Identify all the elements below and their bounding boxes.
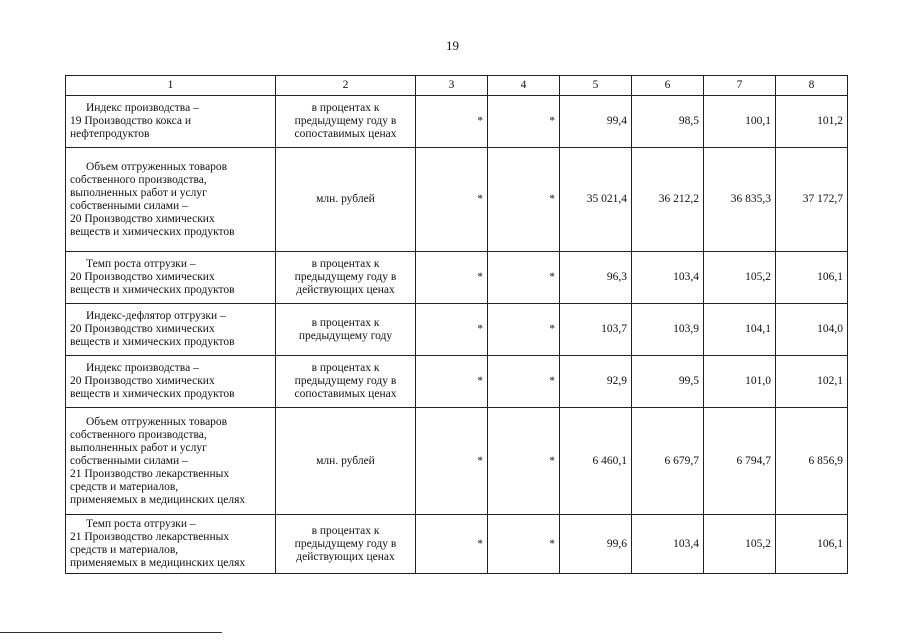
- indicator-name-line: веществ и химических продуктов: [70, 284, 235, 296]
- indicator-name-line: 20 Производство химических: [70, 375, 215, 387]
- table-row: [66, 515, 848, 574]
- unit-cell: [276, 515, 416, 574]
- unit-line: в процентах к: [311, 362, 380, 374]
- unit-line: в процентах к: [311, 258, 380, 270]
- indicator-name-line: 20 Производство химических: [70, 212, 215, 225]
- column-header: 3: [416, 76, 488, 96]
- value-cell-c8: 101,2: [776, 96, 848, 148]
- value-cell-c6: 36 212,2: [632, 148, 704, 252]
- unit-line: действующих ценах: [296, 284, 395, 296]
- column-header: 7: [704, 76, 776, 96]
- unit-line: сопоставимых ценах: [294, 128, 397, 140]
- value-cell-c8: 106,1: [776, 515, 848, 574]
- indicator-name-cell: [66, 408, 276, 515]
- indicator-name-line: собственными силами –: [70, 454, 188, 467]
- indicator-name-line: Индекс производства –: [86, 102, 199, 114]
- column-header: 6: [632, 76, 704, 96]
- indicator-name-cell: [66, 304, 276, 356]
- unit-line: предыдущему году в: [294, 537, 397, 550]
- indicator-name-line: нефтепродуктов: [70, 128, 150, 140]
- value-cell-c8: 106,1: [776, 252, 848, 304]
- unit-line: в процентах к: [311, 102, 380, 114]
- value-cell-c5: 6 460,1: [560, 408, 632, 515]
- value-cell-c6: 99,5: [632, 356, 704, 408]
- value-cell-c4: *: [488, 252, 560, 304]
- table-row: [66, 304, 848, 356]
- value-cell-c4: *: [488, 148, 560, 252]
- value-cell-c7: 104,1: [704, 304, 776, 356]
- table-body: [66, 96, 848, 574]
- unit-cell: [276, 304, 416, 356]
- value-cell-c6: 103,4: [632, 515, 704, 574]
- value-cell-c5: 92,9: [560, 356, 632, 408]
- value-cell-c8: 6 856,9: [776, 408, 848, 515]
- indicators-table: [65, 75, 848, 574]
- value-cell-c7: 6 794,7: [704, 408, 776, 515]
- indicator-name-line: Объем отгруженных товаров: [86, 415, 228, 428]
- unit-cell: [276, 148, 416, 252]
- value-cell-c7: 105,2: [704, 515, 776, 574]
- table-row: [66, 148, 848, 252]
- column-header: 2: [276, 76, 416, 96]
- indicator-name-line: веществ и химических продуктов: [70, 388, 235, 400]
- indicator-name-line: Темп роста отгрузки –: [86, 258, 196, 270]
- value-cell-c3: *: [416, 304, 488, 356]
- unit-line: предыдущему году в: [294, 271, 397, 283]
- value-cell-c3: *: [416, 356, 488, 408]
- value-cell-c4: *: [488, 515, 560, 574]
- unit-line: действующих ценах: [296, 550, 395, 563]
- unit-line: сопоставимых ценах: [294, 388, 397, 400]
- value-cell-c7: 100,1: [704, 96, 776, 148]
- unit-line: млн. рублей: [316, 454, 375, 467]
- value-cell-c4: *: [488, 408, 560, 515]
- indicator-name-line: 19 Производство кокса и: [70, 115, 192, 127]
- indicator-name-line: выполненных работ и услуг: [70, 186, 207, 199]
- value-cell-c3: *: [416, 96, 488, 148]
- value-cell-c3: *: [416, 408, 488, 515]
- value-cell-c6: 103,9: [632, 304, 704, 356]
- header-row: [66, 76, 848, 96]
- indicator-name-line: Индекс-дефлятор отгрузки –: [86, 310, 226, 322]
- indicator-name-line: средств и материалов,: [70, 480, 179, 493]
- value-cell-c4: *: [488, 304, 560, 356]
- value-cell-c7: 101,0: [704, 356, 776, 408]
- indicator-name-line: веществ и химических продуктов: [70, 225, 235, 238]
- value-cell-c5: 96,3: [560, 252, 632, 304]
- indicator-name-cell: [66, 515, 276, 574]
- indicator-name-line: 20 Производство химических: [70, 271, 215, 283]
- value-cell-c8: 37 172,7: [776, 148, 848, 252]
- column-header: 5: [560, 76, 632, 96]
- column-header: 8: [776, 76, 848, 96]
- indicator-name-line: средств и материалов,: [70, 544, 179, 556]
- indicator-name-line: применяемых в медицинских целях: [70, 493, 246, 506]
- table-row: [66, 252, 848, 304]
- value-cell-c5: 103,7: [560, 304, 632, 356]
- unit-line: в процентах к: [311, 316, 380, 329]
- indicator-name-cell: [66, 356, 276, 408]
- indicator-name-line: Объем отгруженных товаров: [86, 160, 228, 173]
- value-cell-c8: 104,0: [776, 304, 848, 356]
- value-cell-c7: 105,2: [704, 252, 776, 304]
- value-cell-c4: *: [488, 96, 560, 148]
- indicator-name-line: выполненных работ и услуг: [70, 441, 207, 454]
- indicator-name-line: веществ и химических продуктов: [70, 336, 235, 348]
- value-cell-c5: 99,4: [560, 96, 632, 148]
- unit-cell: [276, 356, 416, 408]
- table-row: [66, 96, 848, 148]
- unit-line: в процентах к: [311, 524, 380, 537]
- value-cell-c3: *: [416, 252, 488, 304]
- unit-line: млн. рублей: [316, 193, 375, 205]
- indicator-name-line: собственными силами –: [70, 199, 188, 212]
- indicator-name-cell: [66, 148, 276, 252]
- column-header: 1: [66, 76, 276, 96]
- value-cell-c7: 36 835,3: [704, 148, 776, 252]
- column-header: 4: [488, 76, 560, 96]
- indicator-name-line: 20 Производство химических: [70, 323, 215, 335]
- value-cell-c6: 98,5: [632, 96, 704, 148]
- indicator-name-cell: [66, 252, 276, 304]
- value-cell-c3: *: [416, 148, 488, 252]
- unit-line: предыдущему году: [298, 329, 393, 342]
- indicator-name-line: 21 Производство лекарственных: [70, 467, 230, 480]
- indicator-name-line: Индекс производства –: [86, 362, 199, 374]
- table-row: [66, 356, 848, 408]
- indicator-name-line: применяемых в медицинских целях: [70, 557, 246, 569]
- value-cell-c5: 35 021,4: [560, 148, 632, 252]
- value-cell-c3: *: [416, 515, 488, 574]
- value-cell-c6: 103,4: [632, 252, 704, 304]
- value-cell-c6: 6 679,7: [632, 408, 704, 515]
- page-number: 19: [446, 38, 459, 53]
- unit-line: предыдущему году в: [294, 115, 397, 127]
- unit-cell: [276, 96, 416, 148]
- value-cell-c4: *: [488, 356, 560, 408]
- indicator-name-line: 21 Производство лекарственных: [70, 531, 230, 543]
- table-row: [66, 408, 848, 515]
- indicator-name-cell: [66, 96, 276, 148]
- indicator-name-line: собственного производства,: [70, 173, 207, 186]
- value-cell-c8: 102,1: [776, 356, 848, 408]
- unit-cell: [276, 408, 416, 515]
- indicator-name-line: собственного производства,: [70, 428, 207, 441]
- footnote-divider: [0, 632, 222, 633]
- value-cell-c5: 99,6: [560, 515, 632, 574]
- indicator-name-line: Темп роста отгрузки –: [86, 518, 196, 530]
- unit-cell: [276, 252, 416, 304]
- unit-line: предыдущему году в: [294, 375, 397, 387]
